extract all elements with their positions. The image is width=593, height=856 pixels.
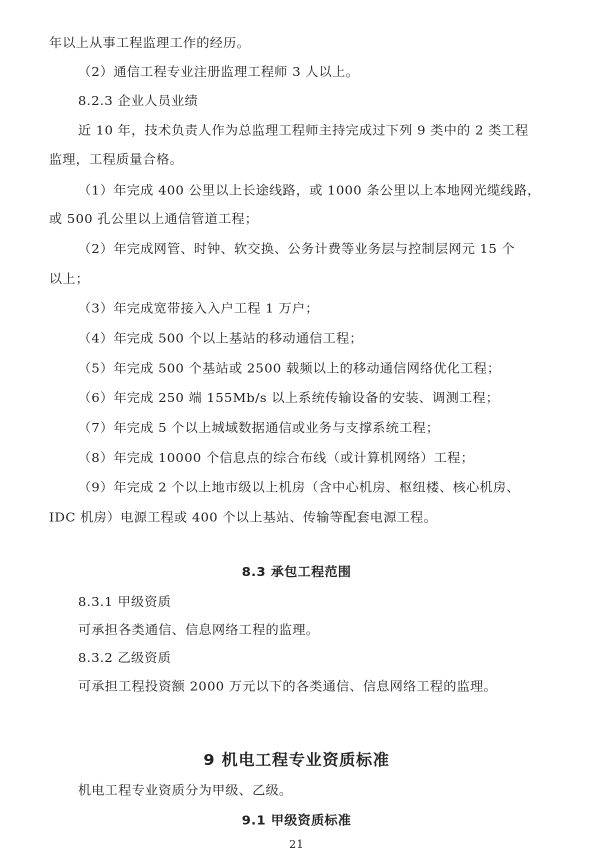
text-line: 可承担工程投资额 2000 万元以下的各类通信、信息网络工程的监理。 bbox=[78, 680, 497, 695]
text-line: 以上； bbox=[49, 272, 90, 287]
text-line: 近 10 年，技术负责人作为总监理工程师主持完成过下列 9 类中的 2 类工程 bbox=[78, 124, 529, 139]
page-number: 21 bbox=[289, 838, 304, 851]
text-line: 监理，工程质量合格。 bbox=[49, 152, 184, 168]
section-title: 8.3 承包工程范围 bbox=[241, 565, 352, 581]
subsection-heading: 8.3.2 乙级资质 bbox=[78, 651, 172, 666]
section-heading: 8.2.3 企业人员业绩 bbox=[78, 94, 199, 109]
subsection-heading: 8.3.1 甲级资质 bbox=[78, 595, 172, 610]
list-item: （5）年完成 500 个基站或 2500 载频以上的移动通信网络优化工程； bbox=[78, 361, 501, 377]
text-line: 或 500 孔公里以上通信管道工程； bbox=[49, 212, 259, 228]
section-title: 9.1 甲级资质标准 bbox=[241, 813, 352, 829]
list-item: （9）年完成 2 个以上地市级以上机房（含中心机房、枢纽楼、核心机房、 bbox=[78, 481, 520, 496]
chapter-title: 9 机电工程专业资质标准 bbox=[203, 750, 390, 769]
list-item: （6）年完成 250 端 155Mb/s 以上系统传输设备的安装、调测工程； bbox=[78, 391, 500, 406]
list-item: （7）年完成 5 个以上城域数据通信或业务与支撑系统工程； bbox=[78, 421, 440, 436]
text-line: IDC 机房）电源工程或 400 个以上基站、传输等配套电源工程。 bbox=[49, 510, 437, 526]
list-item: （8）年完成 10000 个信息点的综合布线（或计算机网络）工程； bbox=[78, 451, 475, 466]
text-line: 机电工程专业资质分为甲级、乙级。 bbox=[78, 784, 293, 799]
list-item: （1）年完成 400 公里以上长途线路，或 1000 条公里以上本地网光缆线路， bbox=[78, 183, 541, 199]
text-line: 可承担各类通信、信息网络工程的监理。 bbox=[78, 623, 320, 638]
list-item: （3）年完成宽带接入入户工程 1 万户； bbox=[78, 302, 319, 317]
text-line: 年以上从事工程监理工作的经历。 bbox=[49, 36, 251, 51]
list-item: （4）年完成 500 个以上基站的移动通信工程； bbox=[78, 331, 363, 347]
list-item: （2）年完成网管、时钟、软交换、公务计费等业务层与控制层网元 15 个 bbox=[78, 242, 516, 257]
text-line: （2）通信工程专业注册监理工程师 3 人以上。 bbox=[78, 65, 360, 80]
